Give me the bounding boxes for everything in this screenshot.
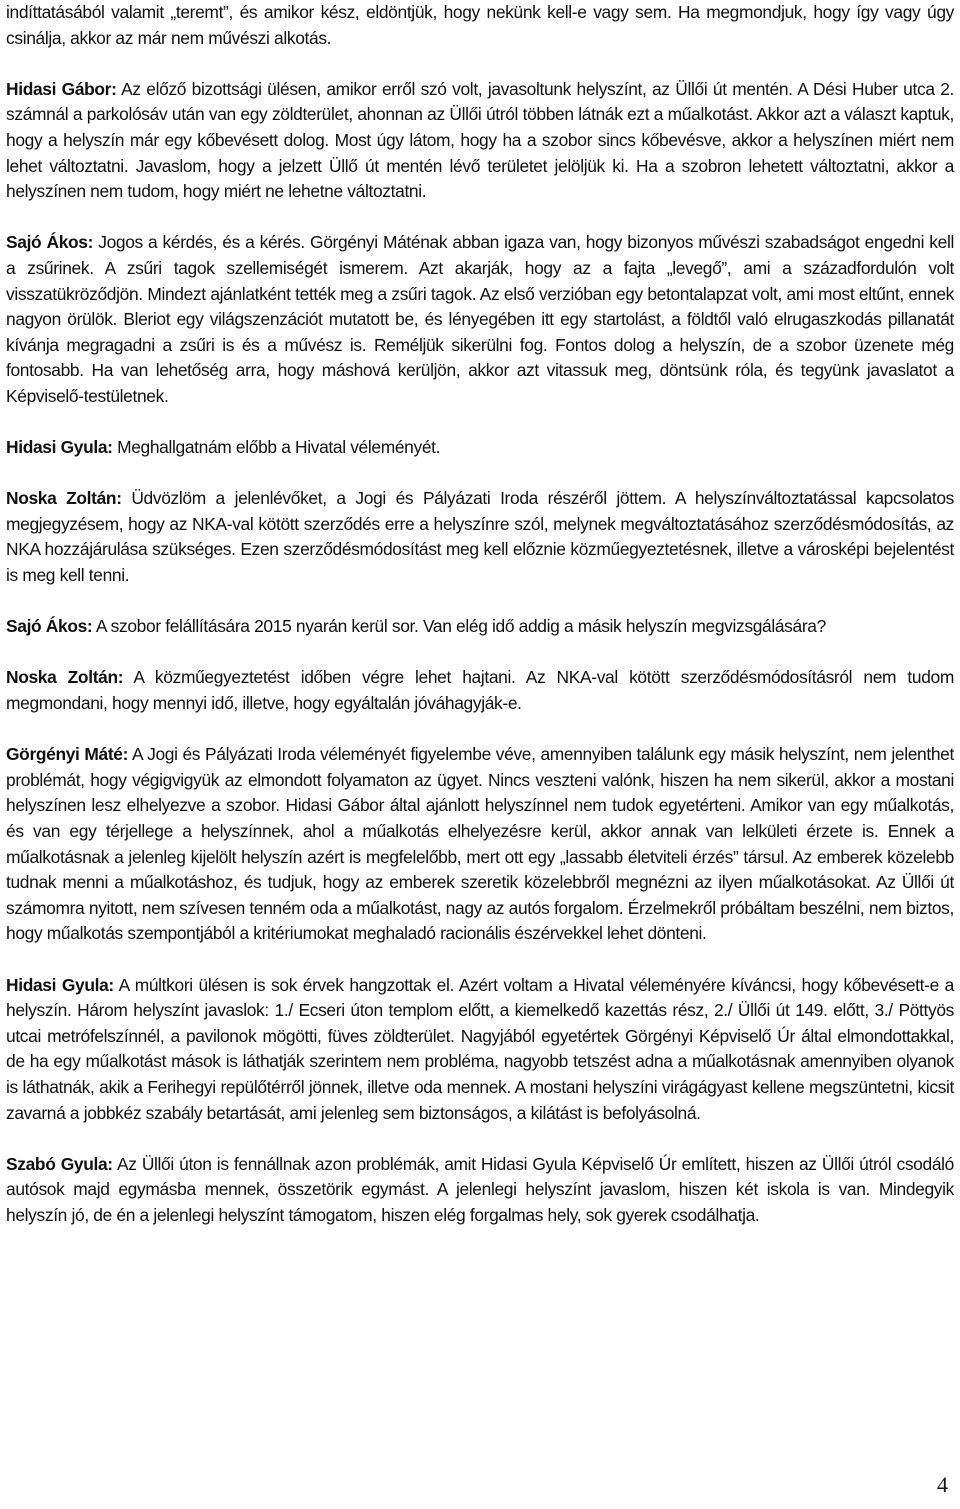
paragraph-text: Üdvözlöm a jelenlévőket, a Jogi és Pályázati Iroda részéről jöttem. A helyszínváltoztatással kapcsolatos megjegyzésem, hogy az NKA-val kötött szerződés erre a helyszínre szól, melynek megváltoztatásához szerződésmódosítás, az NKA hozzájárulása szükséges. Ezen szerződésmódosítást meg kell előznie közműegyeztetésnek, illetve a városképi bejelentést is meg kell tenni.	[6, 488, 954, 586]
paragraph-hidasi-gyula	[6, 973, 954, 1127]
paragraph-szabo-gyula	[6, 1152, 954, 1229]
speaker-name: Noska Zoltán:	[6, 667, 124, 688]
paragraph-text: A szobor felállítására 2015 nyarán kerül sor. Van elég idő addig a másik helyszín megvizsgálására?	[92, 616, 826, 637]
speaker-name: Hidasi Gábor:	[6, 78, 117, 99]
paragraph-text: Jogos a kérdés, és a kérés. Görgényi Máténak abban igaza van, hogy bizonyos művészi szabadságot engedni kell a zsűrinek. A zsűri tagok szellemiségét ismerem. Azt akarják, hogy az a fajta „levegő”, ami a századfordulón volt visszatükröződjön. Mindezt ajánlatként tették meg a zsűri tagok. Az első verzióban egy betontalapzat volt, ami most eltűnt, ennek nagyon örülök. Bleriot egy világszenzációt mutatott be, és lényegében itt egy startolást, a földtől való elrugaszkodás pillanatát kívánja megragadni a zsűri is és a művész is. Reméljük sikerülni fog. Fontos dolog a helyszín, de a szobor üzenete még fontosabb. Ha van lehetőség arra, hogy máshová kerüljön, akkor azt vitassuk meg, döntsünk róla, és tegyünk javaslatot a Képviselő-testületnek.	[6, 232, 954, 406]
paragraph-noska-zoltan	[6, 486, 954, 588]
speaker-name: Sajó Ákos:	[6, 232, 94, 253]
paragraph-sajo-akos	[6, 230, 954, 409]
speaker-name: Sajó Ákos:	[6, 616, 93, 637]
paragraph-text: A Jogi és Pályázati Iroda véleményét figyelembe véve, amennyiben találunk egy másik helyszínt, nem jelenthet problémát, hogy végigvigyük az elmondott folyamaton az ügyet. Nincs veszteni valónk, hiszen ha nem sikerül, akkor a mostani helyszínen lesz elhelyezve a szobor. Hidasi Gábor által ajánlott helyszínnel nem tudok egyetérteni. Amikor van egy műalkotás, és van egy térjellege a helyszínnek, ahol a műalkotás elhelyezésre kerül, akkor annak van lelkületi érzete is. Ennek a műalkotásnak a jelenleg kijelölt helyszín azért is megfelelőbb, mert ott egy „lassabb életviteli érzés” társul. Az emberek közelebb tudnak menni a műalkotáshoz, és tudjuk, hogy az emberek szeretik közelebbről megnézni az ilyen műalkotásokat. Az Üllői út számomra nyitott, nem szívesen tenném oda a műalkotást, nagy az autós forgalom. Érzelmekről próbáltam beszélni, nem biztos, hogy műalkotás szempontjából a kritériumokat meghaladó racionális észérvekkel lehet dönteni.	[6, 744, 954, 944]
paragraph-gap	[6, 461, 954, 487]
paragraph-text: indíttatásából valamit „teremt”, és amikor kész, eldöntjük, hogy nekünk kell-e vagy sem. Ha megmondjuk, hogy így vagy úgy csinálja, akkor az már nem művészi alkotás.	[6, 2, 954, 48]
paragraph-gap	[6, 410, 954, 436]
paragraph-sajo-akos	[6, 614, 954, 640]
paragraph-gap	[6, 640, 954, 666]
paragraph-text: Meghallgatnám előbb a Hivatal véleményét.	[112, 437, 441, 458]
paragraph-text: A közműegyeztetést időben végre lehet hajtani. Az NKA-val kötött szerződésmódosításról nem tudom megmondani, hogy mennyi idő, illetve, hogy egyáltalán jóváhagyják-e.	[6, 667, 954, 714]
paragraph-gap	[6, 947, 954, 973]
paragraph-gorgenyi-mate	[6, 742, 954, 947]
speaker-name: Noska Zoltán:	[6, 488, 122, 509]
paragraph-gap	[6, 1126, 954, 1152]
document-page	[6, 0, 954, 1229]
paragraph-gap	[6, 589, 954, 615]
paragraph-text: A múltkori ülésen is sok érvek hangzottak el. Azért voltam a Hivatal véleményére kíváncsi, hogy kőbevésett-e a helyszín. Három helyszínt javaslok: 1./ Ecseri úton templom előtt, a kiemelkedő kazettás rész, 2./ Üllői út 149. előtt, 3./ Pöttyös utcai metrófelszínnél, a pavilonok mögötti, füves zöldterület. Nagyjából egyetértek Görgényi Képviselő Úr által elmondottakkal, de ha egy műalkotást mások is láthatják szerintem nem probléma, nagyobb tetszést adna a műalkotásnak amennyiben olyanok is láthatnák, akik a Ferihegyi repülőtérről jönnek, illetve oda mennek. A mostani helyszíni virágágyast kellene megszüntetni, kicsit zavarná a jobbkéz szabály betartását, ami jelenleg sem biztonságos, a kilátást is befolyásolná.	[6, 974, 954, 1123]
speaker-name: Szabó Gyula:	[6, 1153, 113, 1174]
paragraph-noska-zoltan	[6, 665, 954, 716]
paragraph-hidasi-gabor	[6, 77, 954, 205]
paragraph-text: Az Üllői úton is fennállnak azon problémák, amit Hidasi Gyula Képviselő Úr említett, hiszen az Üllői útról csodáló autósok majd egymásba mennek, összetörik egymást. A jelenlegi helyszínt javaslom, hiszen két iskola is van. Mindegyik helyszín jó, de én a jelenlegi helyszínt támogatom, hiszen elég forgalmas hely, sok gyerek csodálhatja.	[6, 1153, 954, 1225]
speaker-name: Hidasi Gyula:	[6, 437, 113, 458]
paragraph-text: Az előző bizottsági ülésen, amikor erről szó volt, javasoltunk helyszínt, az Üllői út mentén. A Dési Huber utca 2. számnál a parkolósáv után van egy zöldterület, ahonnan az Üllői útról többen látnák ezt a műalkotást. Akkor azt a választ kaptuk, hogy a helyszín már egy kőbevésett dolog. Most úgy látom, hogy ha a szobor sincs kőbevésve, akkor a helyszínen miért nem lehet változtatni. Javaslom, hogy a jelzett Üllő út mentén lévő területet jelöljük ki. Ha a szobron lehetett változtatni, akkor a helyszínen nem tudom, hogy miért ne lehetne változtatni.	[6, 78, 954, 202]
paragraph-gap	[6, 51, 954, 77]
speaker-name: Görgényi Máté:	[6, 744, 129, 765]
paragraph-continuation	[6, 0, 954, 51]
page-number: 4	[937, 1472, 948, 1497]
speaker-name: Hidasi Gyula:	[6, 974, 114, 995]
paragraph-gap	[6, 717, 954, 743]
paragraph-gap	[6, 205, 954, 231]
paragraph-hidasi-gyula	[6, 435, 954, 461]
